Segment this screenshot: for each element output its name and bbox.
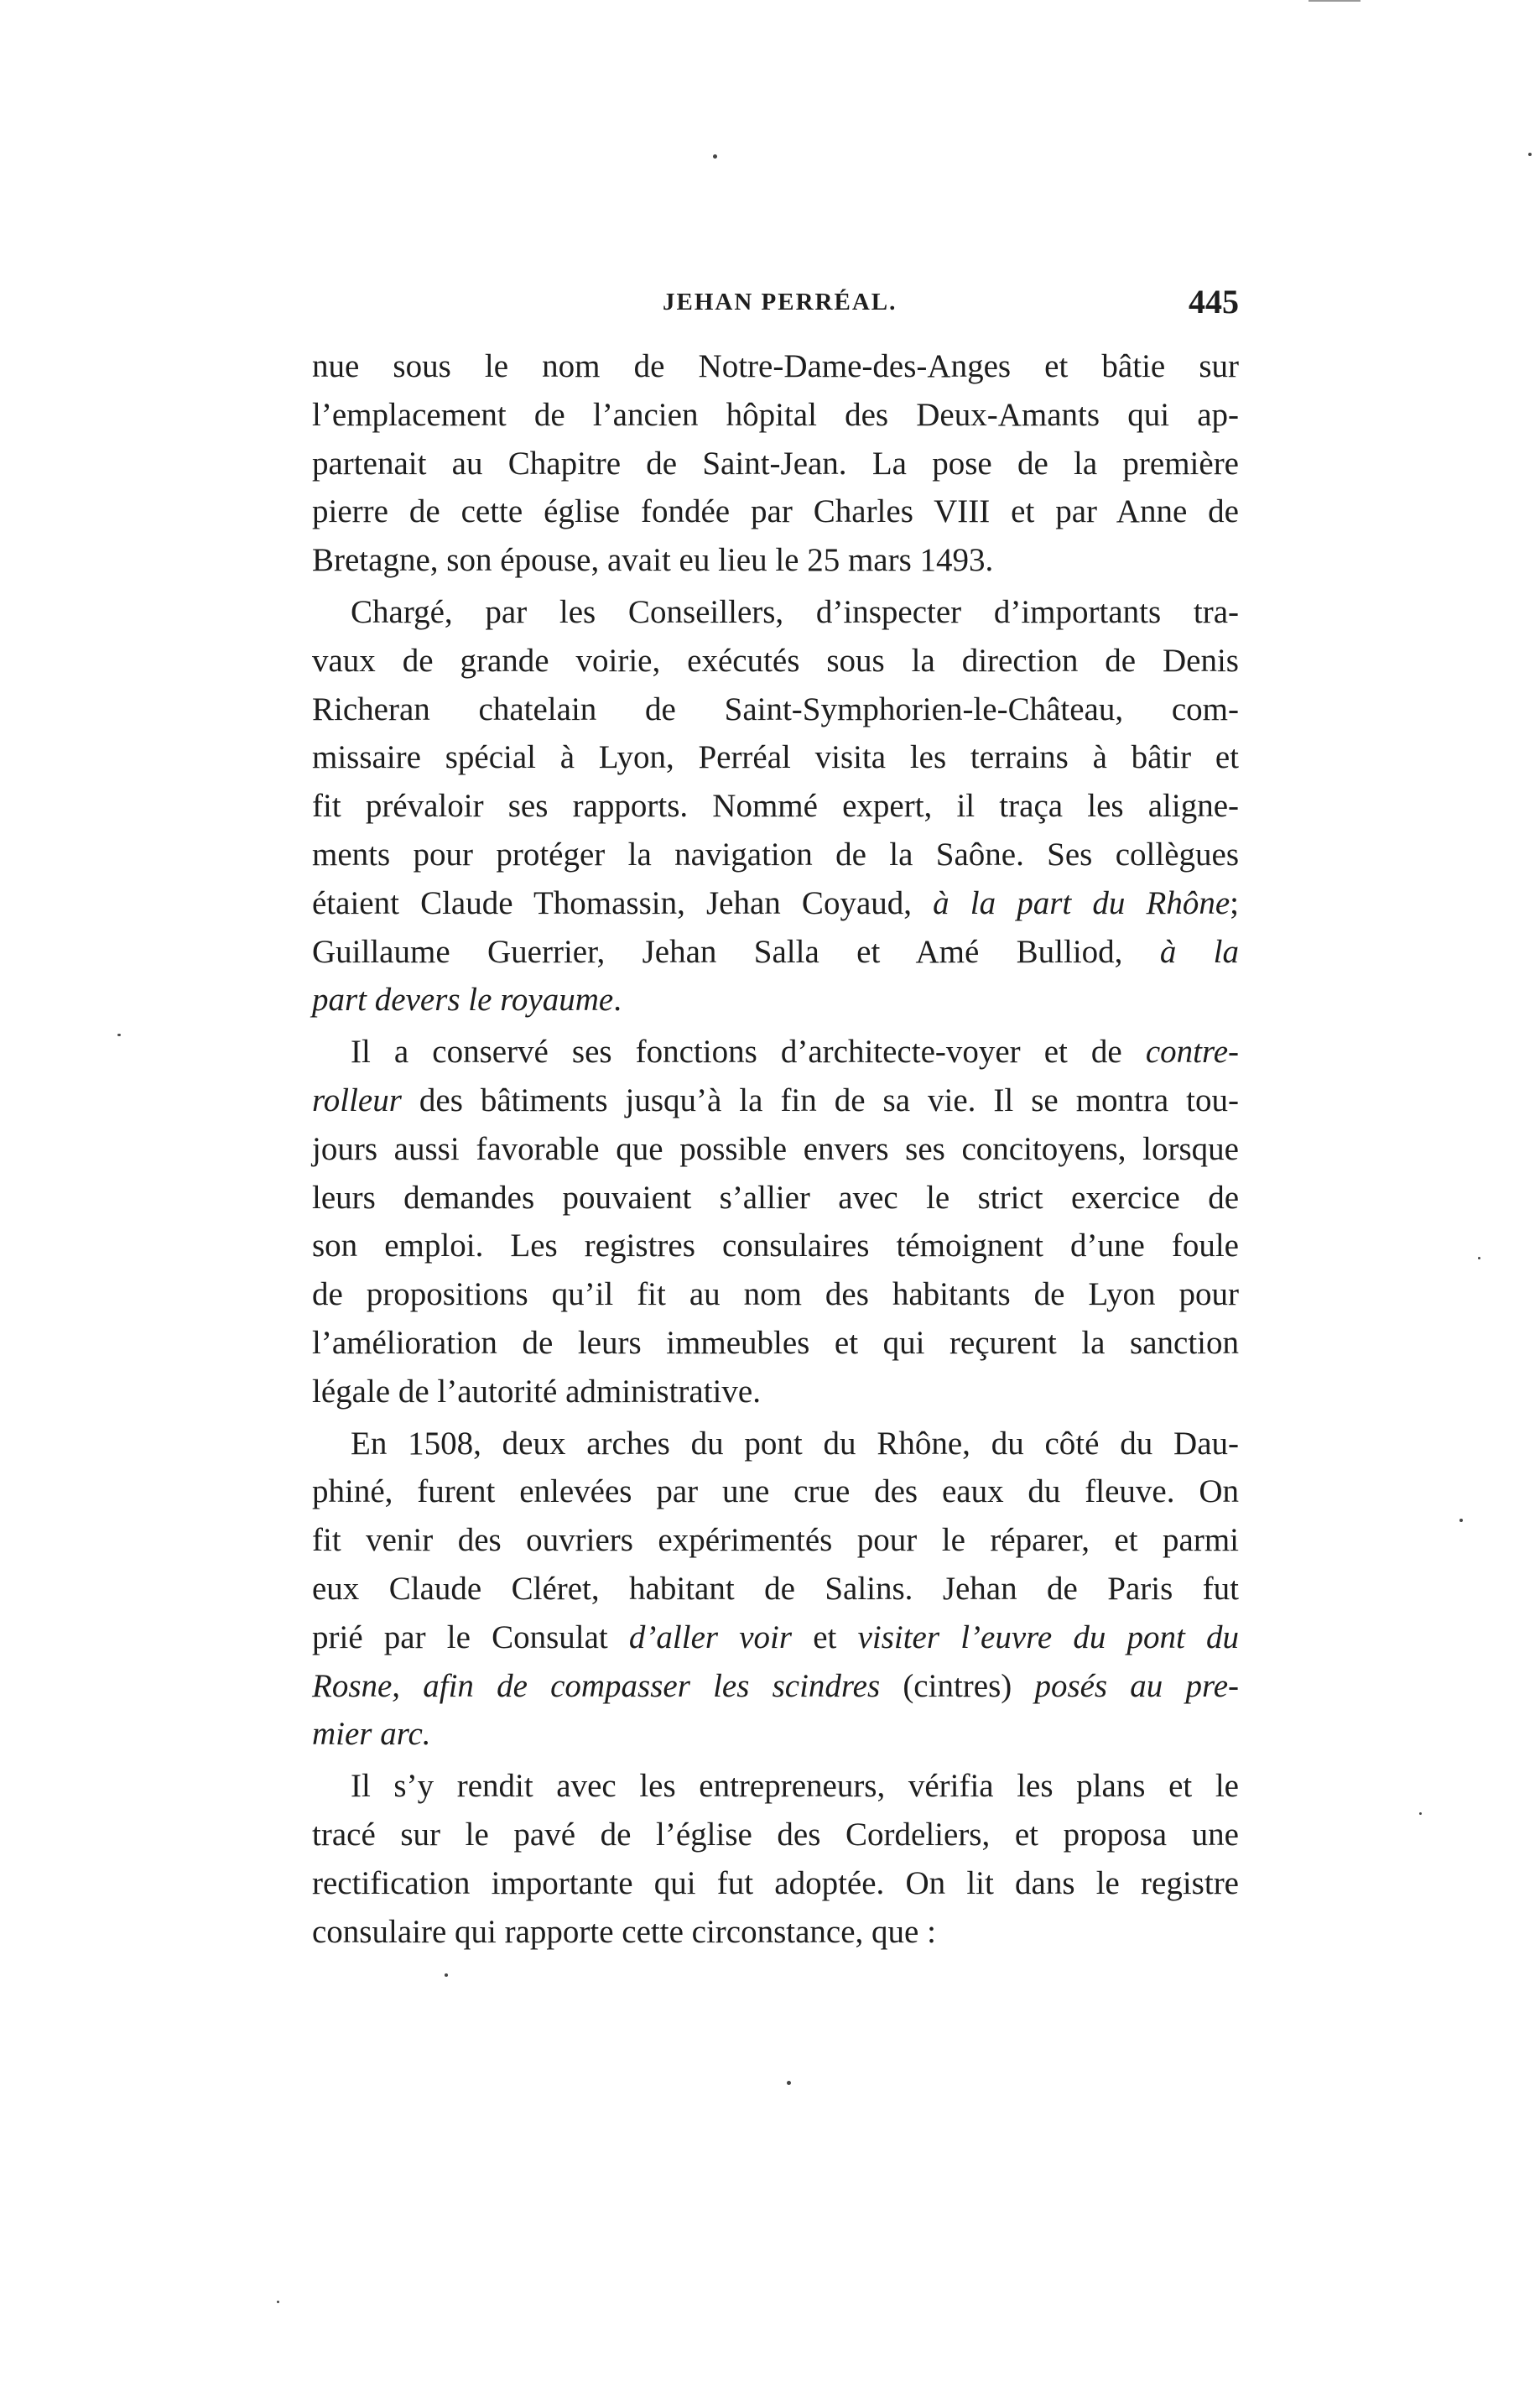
text-line bbox=[312, 1076, 1239, 1125]
italic-run: d’aller voir bbox=[628, 1619, 793, 1655]
text-line bbox=[312, 1613, 1239, 1662]
text-line: l’amélioration de leurs immeubles et qui reçurent la sanction bbox=[312, 1324, 1239, 1361]
italic-run: à la part du Rhône bbox=[933, 884, 1230, 921]
text-line: nue sous le nom de Notre-Dame-des-Anges et bâtie sur bbox=[312, 348, 1239, 384]
text-run: Il a conservé ses fonctions d’architecte-voyer et de bbox=[351, 1034, 1122, 1071]
text-line: son emploi. Les registres consulaires témoignent d’une foule bbox=[312, 1228, 1239, 1264]
text-line: partenait au Chapitre de Saint-Jean. La pose de la première bbox=[312, 445, 1239, 482]
paragraph-pont-du-rhone bbox=[312, 1420, 1239, 1759]
text-line bbox=[312, 928, 1239, 977]
text-line: Richeran chatelain de Saint-Symphorien-le-Château, com- bbox=[312, 691, 1239, 727]
italic-run: mier arc. bbox=[312, 1716, 431, 1753]
text-line: vaux de grande voirie, exécutés sous la direction de Denis bbox=[312, 642, 1239, 679]
scan-speck bbox=[277, 2301, 279, 2303]
scan-speck bbox=[445, 1973, 448, 1977]
text-run: des bâtiments jusqu’à la fin de sa vie. Il se montra tou- bbox=[419, 1082, 1240, 1118]
text-line bbox=[312, 1662, 1239, 1711]
text-run: ; bbox=[1230, 884, 1240, 921]
text-line bbox=[312, 976, 1239, 1024]
paragraph-continuation bbox=[312, 342, 1239, 585]
text-line bbox=[312, 879, 1239, 928]
text-line: légale de l’autorité administrative. bbox=[312, 1373, 761, 1410]
text-run: Guillaume Guerrier, Jehan Salla et Amé Bulliod, bbox=[312, 933, 1123, 970]
text-line bbox=[312, 1710, 1239, 1759]
scan-speck bbox=[1419, 1812, 1422, 1815]
italic-run: contre- bbox=[1145, 1034, 1239, 1071]
italic-run: rolleur bbox=[312, 1082, 402, 1118]
text-run: (cintres) bbox=[903, 1667, 1012, 1704]
text-line: fit venir des ouvriers expérimentés pour le réparer, et parmi bbox=[312, 1522, 1239, 1559]
text-line: fit prévaloir ses rapports. Nommé expert, il traça les aligne- bbox=[312, 788, 1239, 825]
paragraph-fonctions bbox=[312, 1028, 1239, 1415]
italic-run: Rosne, afin de compasser les scindres bbox=[312, 1667, 881, 1704]
text-line: ments pour protéger la navigation de la Saône. Ses collègues bbox=[312, 836, 1239, 873]
text-line: Il s’y rendit avec les entrepreneurs, vérifia les plans et le bbox=[351, 1768, 1239, 1805]
text-line: Chargé, par les Conseillers, d’inspecter d’importants tra- bbox=[351, 593, 1239, 630]
page-header bbox=[312, 283, 1239, 327]
body-text bbox=[312, 342, 1239, 1956]
text-line: Bretagne, son épouse, avait eu lieu le 25 mars 1493. bbox=[312, 542, 994, 579]
text-run: étaient Claude Thomassin, Jehan Coyaud, bbox=[312, 884, 913, 921]
text-run: prié par le Consulat bbox=[312, 1619, 608, 1655]
scan-speck bbox=[787, 2081, 791, 2085]
text-run: et bbox=[813, 1619, 837, 1655]
italic-run: à la bbox=[1159, 933, 1240, 970]
text-line: En 1508, deux arches du pont du Rhône, du côté du Dau- bbox=[351, 1425, 1239, 1462]
scan-edge-mark bbox=[1308, 0, 1361, 2]
text-line: leurs demandes pouvaient s’allier avec le strict exercice de bbox=[312, 1179, 1239, 1216]
scan-speck bbox=[1478, 1257, 1480, 1259]
text-line: l’emplacement de l’ancien hôpital des Deux-Amants qui ap- bbox=[312, 396, 1239, 433]
text-line: pierre de cette église fondée par Charles VIII et par Anne de bbox=[312, 493, 1239, 530]
italic-run: posés au pre- bbox=[1034, 1667, 1239, 1704]
scan-speck bbox=[1459, 1519, 1463, 1522]
text-line: missaire spécial à Lyon, Perréal visita les terrains à bâtir et bbox=[312, 739, 1239, 776]
italic-run: visiter l’euvre du pont du bbox=[857, 1619, 1240, 1655]
text-line: consulaire qui rapporte cette circonstance, que : bbox=[312, 1913, 936, 1950]
paragraph-charge bbox=[312, 588, 1239, 1024]
text-line: de propositions qu’il fit au nom des habitants de Lyon pour bbox=[312, 1276, 1239, 1313]
scan-speck bbox=[713, 154, 717, 159]
text-line: phiné, furent enlevées par une crue des eaux du fleuve. On bbox=[312, 1473, 1239, 1510]
italic-run: part devers le royaume bbox=[312, 982, 614, 1019]
text-line: eux Claude Cléret, habitant de Salins. Jehan de Paris fut bbox=[312, 1570, 1239, 1607]
paragraph-cordeliers bbox=[312, 1762, 1239, 1956]
text-run: . bbox=[613, 982, 622, 1019]
text-line: rectification importante qui fut adoptée. On lit dans le registre bbox=[312, 1864, 1239, 1901]
running-head: JEHAN PERRÉAL. bbox=[663, 289, 897, 315]
page-number: 445 bbox=[1189, 283, 1239, 321]
text-line: tracé sur le pavé de l’église des Cordeliers, et proposa une bbox=[312, 1816, 1239, 1853]
text-line: jours aussi favorable que possible envers ses concitoyens, lorsque bbox=[312, 1130, 1239, 1167]
scan-speck bbox=[117, 1034, 121, 1036]
text-line bbox=[312, 1028, 1239, 1076]
scan-speck bbox=[1528, 153, 1532, 156]
